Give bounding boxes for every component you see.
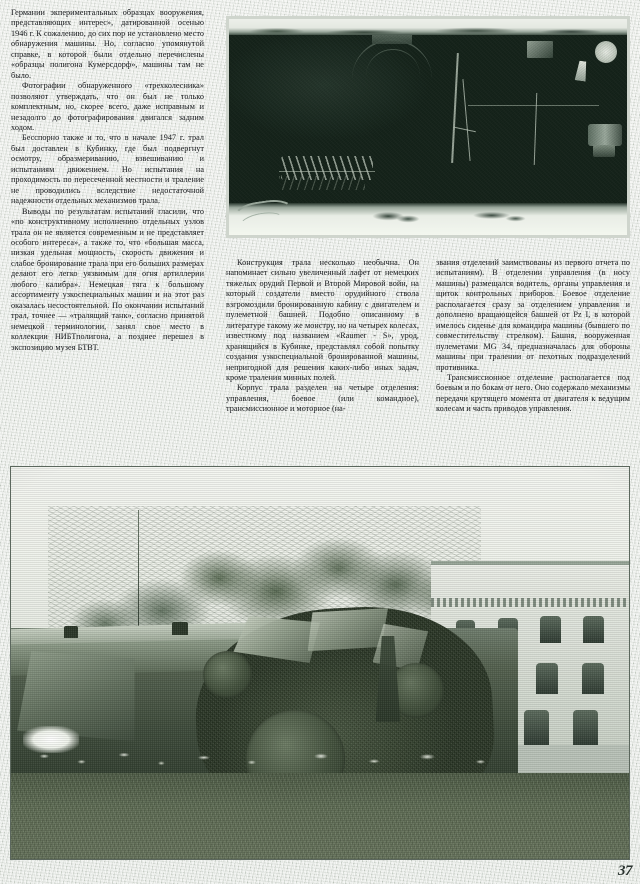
paragraph: Выводы по результатам испытаний гласили, что «по конструктивному исполнению отдельных узлов трала он не является современным и не представляет особого интереса», а также то, что «большая масса, низкая удельная мощность, скорость движения и слабое бронирование трала при его больших размерах делают его легко уязвимым для огня артиллерии любого калибра». Немецкая тяга к большому ассортименту узкоспециальных машин и на этот раз оказалась несостоятельной. По окончании испытаний трал, точнее — «тралящий танк», согласно принятой немецкой терминологии, занял свое место в коллекции НИБТполигона, а позднее перешел в экспозицию музея БТВТ. (11, 206, 204, 352)
photo-bottom-image (11, 467, 629, 859)
sky-band (229, 19, 627, 35)
paragraph: Германии экпериментальных образцах вооружения, представляющих интерес», датированной осенью 1946 г. К сожалению, до сих пор не установлено место обнаружения машины. Но, согласно упомянутой справке, в которой были отдельно перечислены «образцы полигона Кумерсдорф», машины там не было. (11, 8, 204, 80)
photo-top-right (226, 16, 630, 238)
text-column-1 (11, 8, 204, 353)
paragraph: Бесспорно также и то, что в начале 1947 г. трал был доставлен в Кубинку, где был подвергнут осмотру, образмериванию, взвешиванию и испытаниям движением. Но испытания на проходимость по пересеченной местности и траление не проводились вследствие недостаточной надежности отдельных механизмов трала. (11, 133, 204, 206)
text-column-3 (436, 258, 630, 415)
text-column-2 (226, 258, 419, 415)
paragraph: Трансмиссионное отделение располагается под боевым и по бокам от него. Оно содержало механизмы передачи крутящего момента от двигателя к ведущим колесам и часть приводов управления. (436, 372, 630, 414)
paragraph: Фотографии обнаруженного «трехколесника» позволяют утверждать, что он был не только комплектным, но, скорее всего, даже исправным и незадолго до фотографирования двигался задним ходом. (11, 81, 204, 132)
photo-top-right-image (229, 19, 627, 235)
page-number: 37 (618, 863, 632, 879)
photo-vignette (11, 467, 629, 859)
paragraph: звания отделений заимствованы из первого отчета по испытаниям). В отделении управления (в носу машины) размещался водитель, органы управления и щиток контрольных приборов. Боевое отделение располагается сразу за отделением управления и дополнено вращающейся башней от Pz I, в которой имелось сиденье для командира машины (бывшего по совместительству стрелком). Башня, вооруженная пулеметами MG 34, предназначалась для обороны машины при тралении от пехотных подразделений противника. (436, 258, 630, 372)
paragraph: Конструкция трала несколько необычна. Он напоминает сильно увеличенный лафет от немецких тяжелых орудий Первой и Второй Мировой войн, на который создатели вместо орудийного ствола взгромоздили бронированную кабину с двигателем и пулеметной башней. Подобно описанному в литературе такому же монстру, но на четырех колесах, известному под названием «Raumer - S», урод, хранящийся в Кубинке, представлял собой попытку создания узкоспециальной бронированной машины, непригодной для решения каких-либо иных задач, кроме траления минных полей. (226, 258, 419, 382)
photo-bottom (10, 466, 630, 860)
paragraph: Корпус трала разделен на четыре отделения: управления, боевое (или командное), трансмиссионное и моторное (на- (226, 383, 419, 414)
